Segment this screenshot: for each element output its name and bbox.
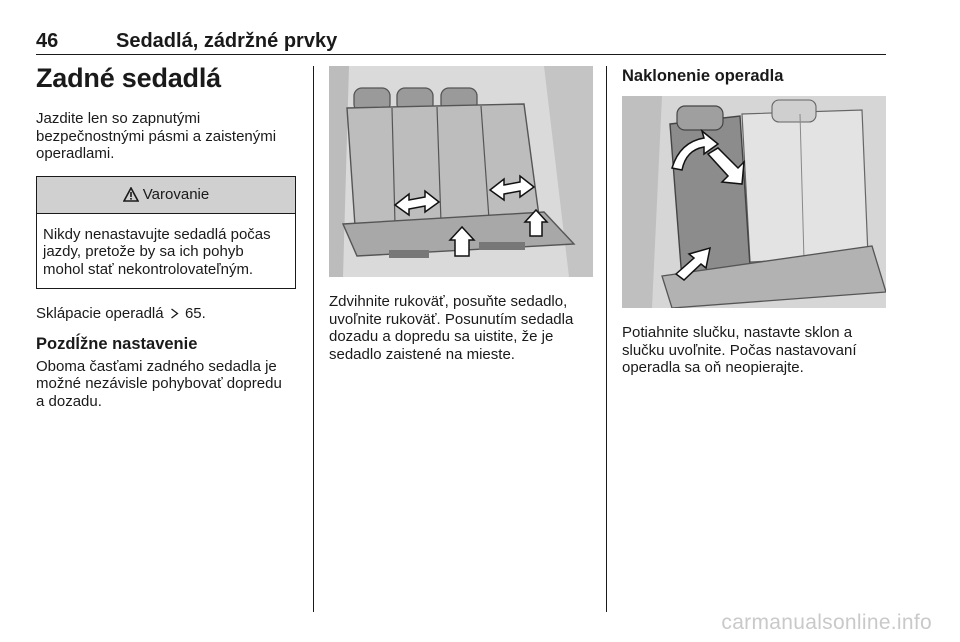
watermark: carmanualsonline.info <box>721 611 932 634</box>
page-number: 46 <box>36 30 59 52</box>
intro-line: operadlami. <box>36 145 115 162</box>
body-line: dozadu a dopredu sa uistite, že je <box>329 328 554 345</box>
warning-line: Nikdy nenastavujte sedadlá počas <box>43 225 271 243</box>
column-divider <box>313 66 314 612</box>
page-reference-icon <box>170 308 179 319</box>
warning-title: Varovanie <box>142 186 210 203</box>
warning-body <box>37 214 295 289</box>
body-line: uvoľnite rukoväť. Posunutím sedadla <box>329 310 574 328</box>
reference-text: Sklápacie operadlá <box>36 305 164 322</box>
intro-line: Jazdite len so zapnutými <box>36 110 201 127</box>
section-title: Naklonenie operadla <box>622 67 784 85</box>
body-line: a dozadu. <box>36 392 102 410</box>
body-line: Potiahnite slučku, nastavte sklon a <box>622 324 853 341</box>
column-divider <box>606 66 607 612</box>
column-right <box>622 62 886 377</box>
warning-header <box>37 177 295 214</box>
seat-slide-illustration <box>329 66 593 277</box>
subsection-title: Pozdĺžne nastavenie <box>36 334 198 353</box>
backrest-recline-illustration <box>622 96 886 308</box>
cross-reference <box>36 305 298 323</box>
chapter-title: Sedadlá, zádržné prvky <box>116 30 338 52</box>
body-line: sedadlo zaistené na mieste. <box>329 345 515 363</box>
body-line: operadla sa oň neopierajte. <box>622 359 804 376</box>
body-line: Zdvihnite rukoväť, posuňte sedadlo, <box>329 293 568 310</box>
warning-line: jazdy, pretože by sa ich pohyb <box>43 243 244 260</box>
page-header <box>36 30 886 55</box>
reference-page: 65. <box>184 305 206 322</box>
intro-line: bezpečnostnými pásmi a zaistenými <box>36 127 277 145</box>
body-line: Oboma časťami zadného sedadla je <box>36 357 277 375</box>
column-middle <box>329 66 593 363</box>
body-line: možné nezávisle pohybovať dopredu <box>36 375 282 392</box>
warning-triangle-icon <box>123 187 139 202</box>
section-title: Zadné sedadlá <box>36 63 221 93</box>
column-left <box>36 62 298 410</box>
warning-line: mohol stať nekontrolovateľným. <box>43 260 254 278</box>
warning-box <box>36 176 296 290</box>
body-line: slučku uvoľnite. Počas nastavovaní <box>622 341 857 359</box>
